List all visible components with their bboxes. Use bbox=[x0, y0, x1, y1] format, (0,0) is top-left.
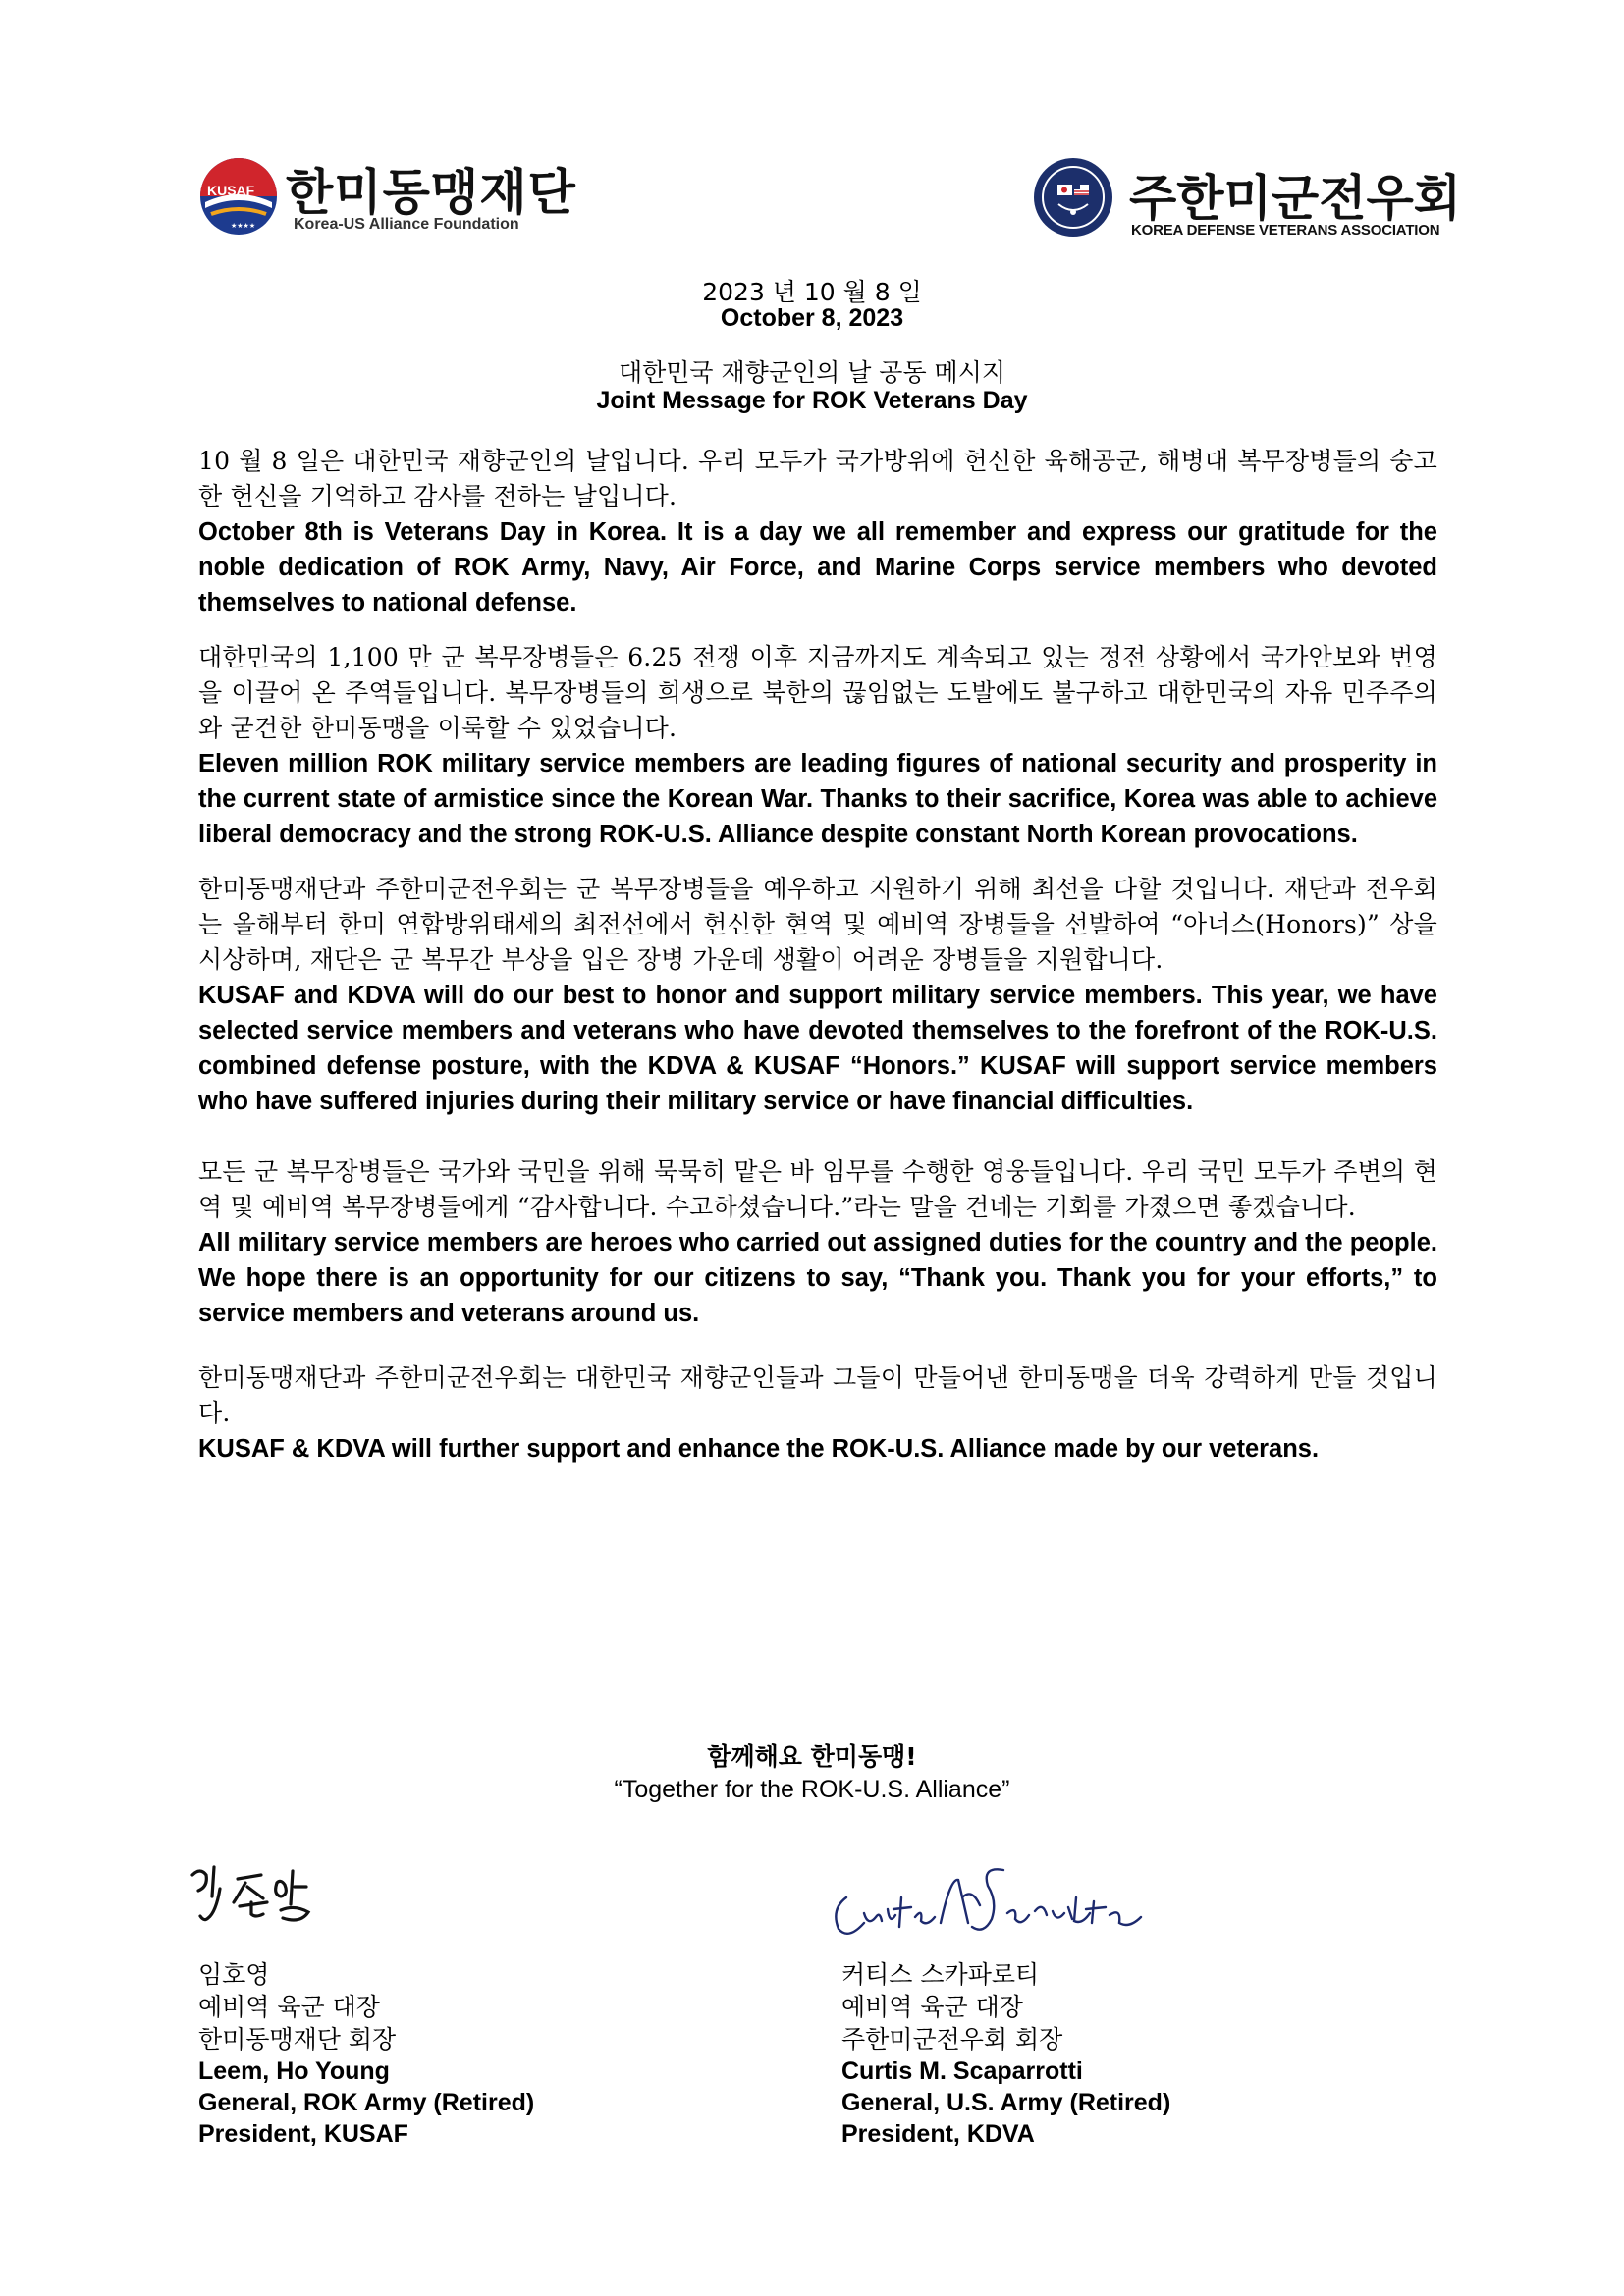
kusaf-name-en: Korea-US Alliance Foundation bbox=[294, 216, 519, 233]
date-english: October 8, 2023 bbox=[720, 304, 904, 332]
signatory-title-kr: 한미동맹재단 회장 bbox=[198, 2025, 397, 2054]
signatory-name-en: Leem, Ho Young bbox=[198, 2057, 390, 2085]
paragraph-english: KUSAF and KDVA will do our best to honor and support military service members. This year, we have selected service members and veterans who have devoted themselves to the forefront of the ROK-U.S. combined defense posture, with the KDVA & KUSAF “Honors.” KUSAF will support service members who have suffered injuries during their military service or have financial difficulties. bbox=[198, 982, 1437, 1115]
svg-text:★★★★: ★★★★ bbox=[231, 222, 256, 230]
paragraph-korean: 한미동맹재단과 주한미군전우회는 대한민국 재향군인들과 그들이 만들어낸 한미동맹을 더욱 강력하게 만들 것입니다. bbox=[198, 1363, 1437, 1427]
title-english: Joint Message for ROK Veterans Day bbox=[596, 387, 1028, 414]
paragraph-5 bbox=[198, 1361, 1437, 1467]
paragraph-3 bbox=[198, 872, 1437, 1119]
kdva-logo bbox=[1033, 157, 1462, 245]
paragraph-korean: 10 월 8 일은 대한민국 재향군인의 날입니다. 우리 모두가 국가방위에 헌신한 육해공군, 해병대 복무장병들의 숭고한 헌신을 기억하고 감사를 전하는 날입니다. bbox=[198, 447, 1437, 510]
date-korean: 2023 년 10 월 8 일 bbox=[702, 278, 922, 306]
message-body bbox=[198, 444, 1437, 1486]
kdva-name-en: KOREA DEFENSE VETERANS ASSOCIATION bbox=[1131, 222, 1440, 239]
kdva-emblem-icon bbox=[1033, 157, 1113, 238]
paragraph-english: KUSAF & KDVA will further support and enhance the ROK-U.S. Alliance made by our veterans. bbox=[198, 1435, 1320, 1463]
paragraph-4 bbox=[198, 1154, 1437, 1331]
title-korean: 대한민국 재향군인의 날 공동 메시지 bbox=[618, 358, 1006, 387]
paragraph-english: Eleven million ROK military service members are leading figures of national security and prosperity in the current state of armistice since the Korean War. Thanks to their sacrifice, Korea was able to achieve liberal democracy and the strong ROK-U.S. Alliance despite constant North Korean provocations. bbox=[198, 750, 1437, 848]
signatory-kusaf bbox=[198, 1958, 534, 2150]
kusaf-logo bbox=[199, 147, 612, 245]
kdva-name-kr: 주한미군전우회 bbox=[1129, 170, 1462, 227]
signatory-kdva bbox=[841, 1958, 1170, 2150]
paragraph-2 bbox=[198, 640, 1437, 852]
paragraph-1 bbox=[198, 444, 1437, 620]
signature-scaparrotti bbox=[825, 1858, 1159, 1956]
signature-leem bbox=[187, 1853, 324, 1932]
signatory-title-en: President, KUSAF bbox=[198, 2120, 408, 2148]
paragraph-korean: 대한민국의 1,100 만 군 복무장병들은 6.25 전쟁 이후 지금까지도 계속되고 있는 정전 상황에서 국가안보와 번영을 이끌어 온 주역들입니다. 복무장병들의 희생으로 북한의 끊임없는 도발에도 불구하고 대한민국의 자유 민주주의와 굳건한 한미동맹을 이룩할 수 있었습니다. bbox=[198, 643, 1437, 742]
signatory-rank-en: General, U.S. Army (Retired) bbox=[841, 2089, 1171, 2116]
kusaf-emblem-text: KUSAF bbox=[207, 183, 255, 198]
signatory-rank-kr: 예비역 육군 대장 bbox=[198, 1993, 380, 2021]
signatory-name-kr: 임호영 bbox=[198, 1960, 270, 1989]
paragraph-korean: 모든 군 복무장병들은 국가와 국민을 위해 묵묵히 맡은 바 임무를 수행한 영웅들입니다. 우리 국민 모두가 주변의 현역 및 예비역 복무장병들에게 “감사합니다. 수고하셨습니다.”라는 말을 건네는 기회를 가졌으면 좋겠습니다. bbox=[198, 1157, 1437, 1221]
paragraph-english: October 8th is Veterans Day in Korea. It is a day we all remember and express our gratitude for the noble dedication of ROK Army, Navy, Air Force, and Marine Corps service members who devoted themselves to national defense. bbox=[198, 518, 1437, 616]
kusaf-name-kr: 한미동맹재단 bbox=[286, 164, 576, 221]
paragraph-english: All military service members are heroes who carried out assigned duties for the country and the people. We hope there is an opportunity for our citizens to say, “Thank you. Thank you for your efforts,” to service members and veterans around us. bbox=[198, 1229, 1437, 1327]
signatory-title-en: President, KDVA bbox=[841, 2120, 1035, 2148]
signatory-name-en: Curtis M. Scaparrotti bbox=[841, 2057, 1083, 2085]
signatory-name-kr: 커티스 스카파로티 bbox=[841, 1960, 1040, 1989]
signatory-rank-kr: 예비역 육군 대장 bbox=[841, 1993, 1023, 2021]
closing-korean: 함께해요 한미동맹! bbox=[707, 1742, 917, 1771]
signatory-rank-en: General, ROK Army (Retired) bbox=[198, 2089, 535, 2116]
kusaf-emblem-icon bbox=[199, 157, 278, 236]
signatory-title-kr: 주한미군전우회 회장 bbox=[841, 2025, 1063, 2054]
closing-english: “Together for the ROK-U.S. Alliance” bbox=[614, 1776, 1010, 1803]
paragraph-korean: 한미동맹재단과 주한미군전우회는 군 복무장병들을 예우하고 지원하기 위해 최선을 다할 것입니다. 재단과 전우회는 올해부터 한미 연합방위태세의 최전선에서 헌신한 현역 및 예비역 장병들을 선발하여 “아너스(Honors)” 상을 시상하며, 재단은 군 복무간 부상을 입은 장병 가운데 생활이 어려운 장병들을 지원합니다. bbox=[198, 875, 1437, 974]
